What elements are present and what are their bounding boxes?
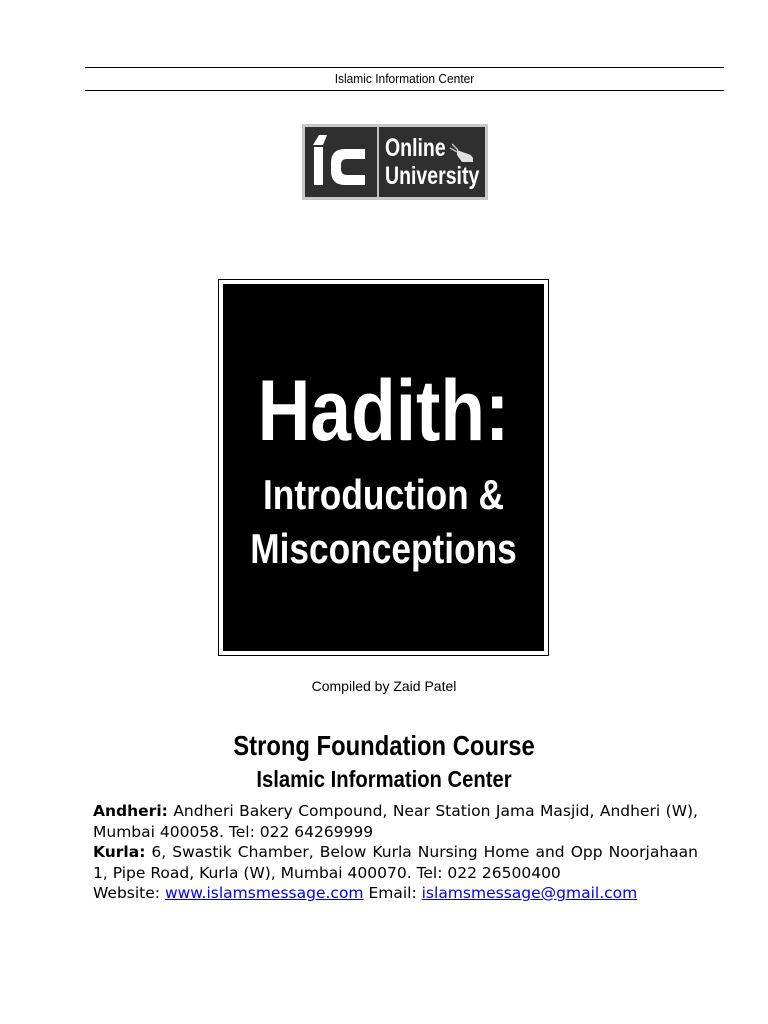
logo-line-university: University [385,162,480,190]
andheri-address-text: Andheri Bakery Compound, Near Station Jama Masjid, Andheri (W), Mumbai 400058. Tel: 022 64269999 [93,802,698,841]
pointing-hand-icon [449,141,475,163]
online-university-logo [302,124,488,200]
header-top-rule [85,67,724,68]
email-label: Email: [363,884,422,902]
cover-subtitle [249,468,519,576]
ic-mark-icon [305,127,377,197]
website-label: Website: [93,884,165,902]
website-link[interactable]: www.islamsmessage.com [164,884,364,902]
header-bottom-rule [85,90,724,91]
running-header: Islamic Information Center [334,71,475,86]
andheri-label: Andheri: [93,802,168,820]
ic-logo-mark [305,127,379,197]
kurla-address-text: 6, Swastik Chamber, Below Kurla Nursing Home and Opp Noorjahaan 1, Pipe Road, Kurla (W), Mumbai 400070. Tel: 022 26500400 [93,843,698,882]
kurla-address [93,842,698,883]
cover-subtitle-line-2: Misconceptions [250,525,517,572]
cover-title: Hadith: [257,363,510,459]
kurla-label: Kurla: [93,843,146,861]
organization-title: Islamic Information Center [256,766,512,792]
compiled-by: Compiled by Zaid Patel [311,678,457,694]
email-link[interactable]: islamsmessage@gmail.com [421,884,638,902]
contact-block [93,801,698,904]
cover-title-box [223,284,544,651]
cover-title-frame [218,279,549,656]
andheri-address [93,801,698,842]
course-title: Strong Foundation Course [233,730,535,761]
cover-subtitle-line-1: Introduction & [262,471,505,518]
web-contact [93,883,698,904]
logo-line-online: Online [385,134,446,162]
